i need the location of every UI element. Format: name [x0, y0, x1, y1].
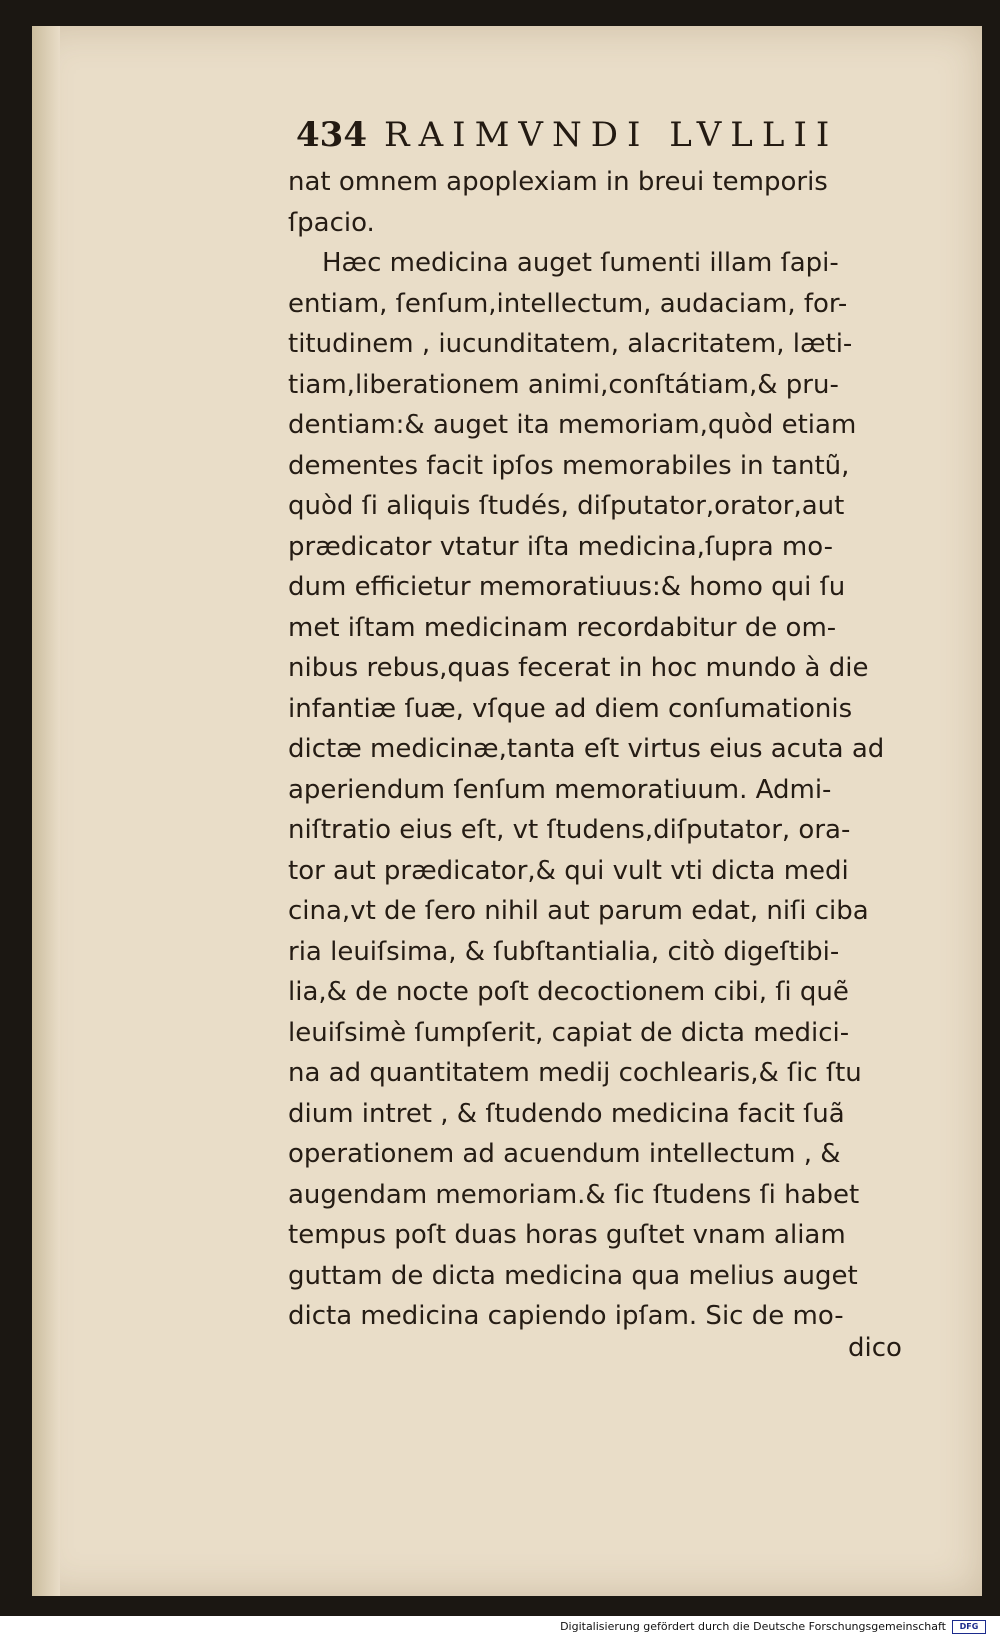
page-number: 434: [296, 115, 367, 155]
text-line: titudinem , iucunditatem, alacritatem, læti-: [288, 329, 853, 359]
running-head: [296, 112, 916, 158]
text-line: ria leuiſsima, & ſubſtantialia, citò digeſtibi-: [288, 936, 840, 967]
text-line: cina,vt de ſero nihil aut parum edat, niſi ciba: [288, 896, 869, 926]
text-line: tor aut prædicator,& qui vult vti dicta medi: [288, 855, 849, 886]
digitization-credit: Digitalisierung gefördert durch die Deutsche Forschungsgemeinschaft: [560, 1620, 946, 1633]
text-line: dium intret , & ſtudendo medicina facit ſuã: [288, 1098, 845, 1129]
text-line: quòd ſi aliquis ſtudés, diſputator,orator,aut: [288, 491, 845, 521]
running-title: RAIMVNDI LVLLII: [384, 115, 839, 155]
text-line: Hæc medicina auget ſumenti illam ſapi-: [322, 248, 839, 278]
text-line: augendam memoriam.& ſic ſtudens ſi habet: [288, 1179, 860, 1210]
text-line: tiam,liberationem animi,conſtátiam,& pru-: [288, 369, 839, 400]
page-gutter: [32, 26, 60, 1596]
text-line: entiam, ſenſum,intellectum, audaciam, for-: [288, 288, 848, 319]
text-line: guttam de dicta medicina qua melius auget: [288, 1260, 858, 1291]
text-line: lia,& de nocte poſt decoctionem cibi, ſi quẽ: [288, 977, 849, 1007]
text-line: nibus rebus,quas fecerat in hoc mundo à die: [288, 653, 869, 683]
text-line: na ad quantitatem medij cochlearis,& ſic ſtu: [288, 1058, 862, 1088]
text-line: dementes facit ipſos memorabiles in tantũ,: [288, 450, 850, 481]
text-line: dicta medicina capiendo ipſam. Sic de mo-: [288, 1301, 844, 1331]
text-line: nat omnem apoplexiam in breui temporis: [288, 167, 828, 197]
body-text: [288, 162, 928, 1337]
footer-bar: [0, 1616, 1000, 1639]
text-line: tempus poſt duas horas guſtet vnam aliam: [288, 1220, 846, 1250]
text-line: dictæ medicinæ,tanta eſt virtus eius acuta ad: [288, 734, 885, 764]
dfg-logo: DFG: [952, 1620, 986, 1634]
text-line: met iſtam medicinam recordabitur de om-: [288, 612, 837, 643]
text-line: operationem ad acuendum intellectum , &: [288, 1139, 841, 1169]
text-line: aperiendum ſenſum memoratiuum. Admi-: [288, 774, 832, 805]
text-line: dentiam:& auget ita memoriam,quòd etiam: [288, 410, 857, 440]
text-line: niſtratio eius eſt, vt ſtudens,diſputator, ora-: [288, 815, 851, 845]
text-line: infantiæ ſuæ, vſque ad diem conſumationis: [288, 693, 853, 724]
text-line: ſpacio.: [288, 207, 375, 238]
catchword: dico: [848, 1333, 902, 1363]
text-line: dum efficietur memoratiuus:& homo qui ſu: [288, 572, 846, 602]
text-line: leuiſsimè ſumpſerit, capiat de dicta medici-: [288, 1017, 850, 1048]
text-line: prædicator vtatur iſta medicina,ſupra mo-: [288, 531, 834, 562]
